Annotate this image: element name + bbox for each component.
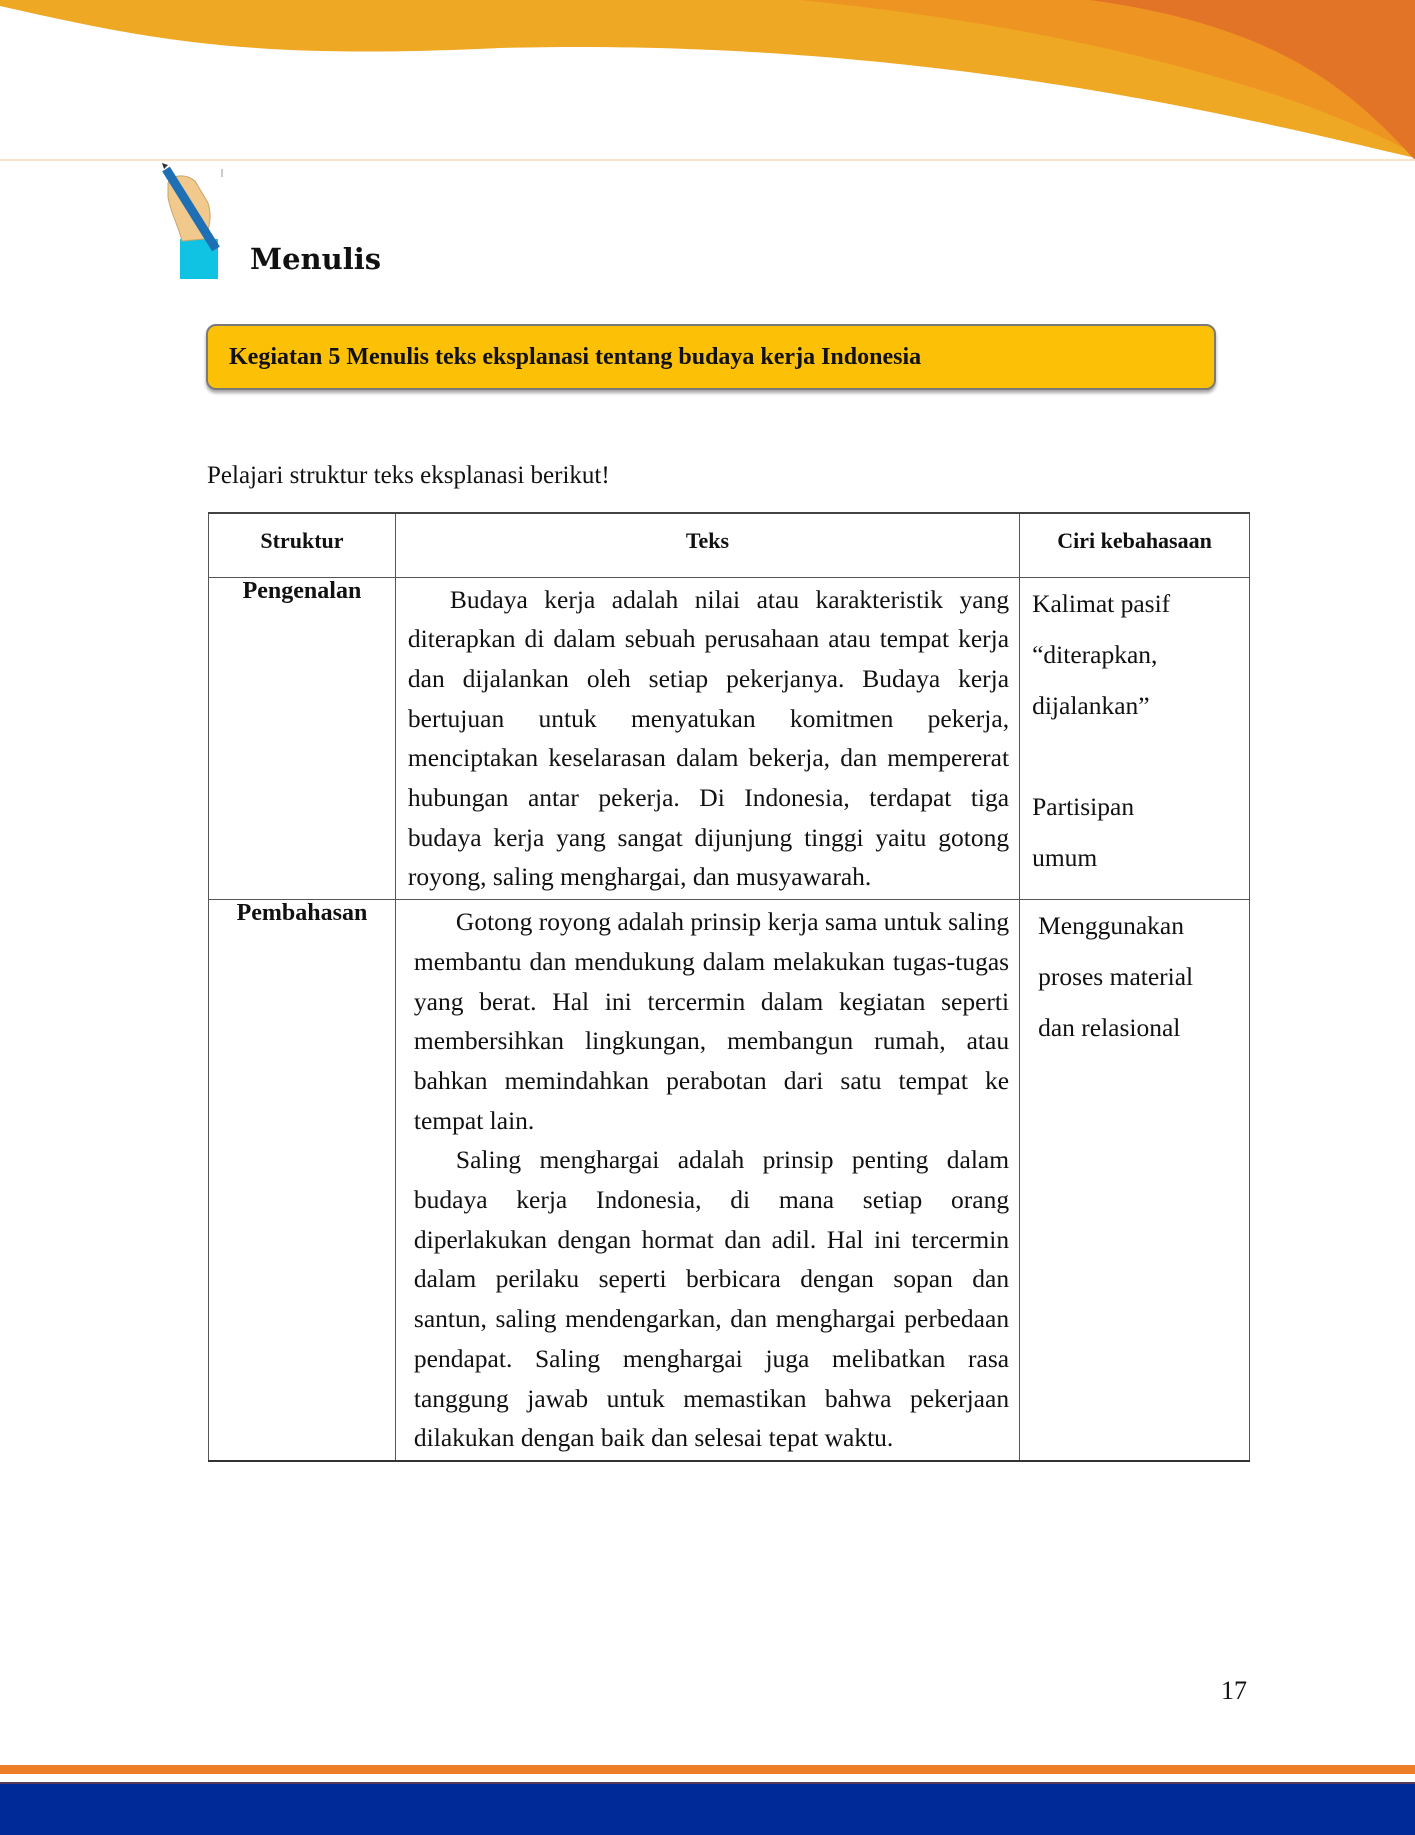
- paragraph: Gotong royong adalah prinsip kerja sama untuk saling membantu dan mendukung dalam melakukan tugas-tugas yang berat. Hal ini tercermin dalam kegiatan seperti membersihkan lingkungan, membangun rumah, atau bahkan memindahkan perabotan dari satu tempat ke tempat lain.: [413, 907, 1010, 1135]
- pencil-hand-icon: [160, 163, 226, 281]
- activity-label: Kegiatan 5 Menulis teks eksplanasi tentang budaya kerja Indonesia: [229, 343, 922, 370]
- ciri-line: umum: [1032, 842, 1098, 872]
- table-row-pembahasan: [209, 900, 1250, 1461]
- instruction-text: Pelajari struktur teks eksplanasi berikut!: [207, 462, 610, 489]
- teks-cell: [395, 900, 1019, 1461]
- paragraph: Budaya kerja adalah nilai atau karakteristik yang diterapkan di dalam sebuah perusahaan atau tempat kerja dan dijalankan oleh setiap pekerjanya. Budaya kerja bertujuan untuk menyatukan komitmen pekerja, menciptakan keselarasan dalam bekerja, dan mempererat hubungan antar pekerja. Di Indonesia, terdapat tiga budaya kerja yang sangat dijunjung tinggi yaitu gotong royong, saling menghargai, dan musyawarah.: [407, 584, 1010, 892]
- header-ciri-kebahasaan: Ciri kebahasaan: [1020, 513, 1250, 577]
- paragraph: Saling menghargai adalah prinsip penting dalam budaya kerja Indonesia, di mana setiap orang diperlakukan dengan hormat dan adil. Hal ini tercermin dalam perilaku seperti berbicara dengan sopan dan santun, saling mendengarkan, dan menghargai perbedaan pendapat. Saling menghargai juga melibatkan rasa tanggung jawab untuk memastikan bahwa pekerjaan dilakukan dengan baik dan selesai tepat waktu.: [413, 1145, 1010, 1453]
- teks-cell: [395, 577, 1019, 900]
- header-teks: Teks: [395, 513, 1019, 577]
- struktur-cell: Pengenalan: [209, 577, 396, 900]
- footer-blue-bar: [0, 1782, 1415, 1835]
- activity-banner: [206, 324, 1216, 390]
- header-wave-decoration: [0, 0, 1415, 165]
- ciri-line: “diterapkan,: [1032, 639, 1158, 669]
- ciri-line: Kalimat pasif: [1032, 588, 1171, 618]
- section-title: Menulis: [250, 242, 382, 276]
- table-header-row: [209, 513, 1250, 577]
- table-row-pengenalan: [209, 577, 1250, 900]
- ciri-cell: [1020, 577, 1250, 900]
- page-number: 17: [1221, 1676, 1247, 1705]
- ciri-line: Partisipan: [1032, 791, 1135, 821]
- ciri-line: Menggunakan: [1038, 911, 1184, 941]
- ciri-cell: [1020, 900, 1250, 1461]
- header-struktur: Struktur: [209, 513, 396, 577]
- ciri-line: dan relasional: [1038, 1013, 1181, 1043]
- ciri-line: dijalankan”: [1032, 690, 1150, 720]
- footer-orange-bar: [0, 1765, 1415, 1774]
- ciri-line: proses material: [1038, 962, 1194, 992]
- structure-table: [208, 512, 1250, 1462]
- struktur-cell: Pembahasan: [209, 900, 396, 1461]
- header-divider: [0, 159, 1415, 161]
